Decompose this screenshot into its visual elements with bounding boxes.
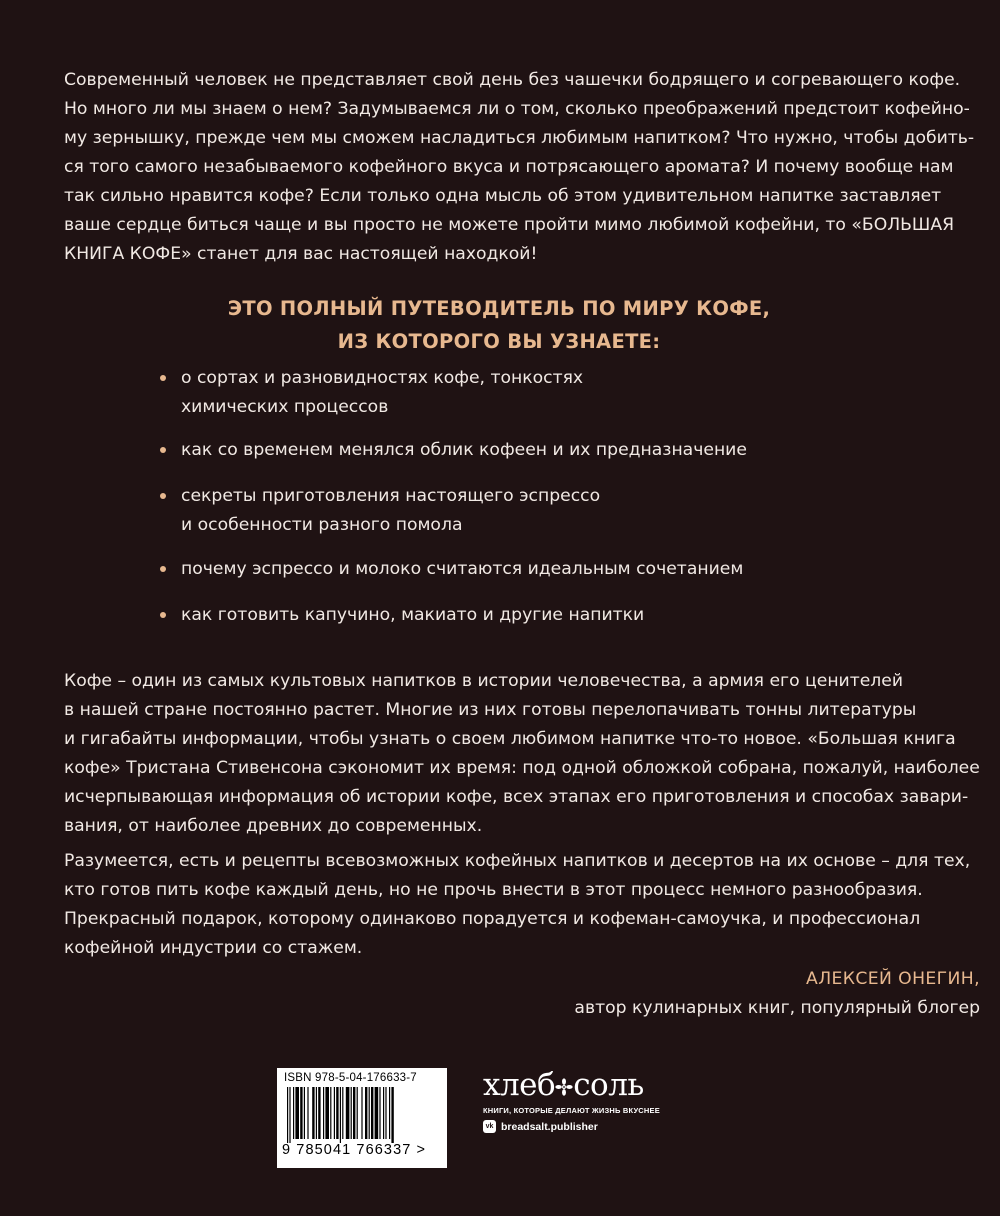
list-item (158, 482, 600, 540)
headline-line-2: ИЗ КОТОРОГО ВЫ УЗНАЕТЕ: (337, 330, 661, 353)
publisher-logo (483, 1066, 653, 1104)
list-item (158, 555, 743, 584)
barcode-bar (385, 1087, 386, 1139)
bullet-dot-icon (160, 566, 166, 572)
barcode-bar (336, 1087, 338, 1139)
intro-line: му зернышку, прежде чем мы сможем насладиться любимым напитком? Что нужно, чтобы добить- (64, 128, 975, 148)
barcode-bars (287, 1087, 437, 1143)
body1-line: Кофе – один из самых культовых напитков в истории человечества, а армия его ценителей (64, 671, 904, 691)
barcode-bar (307, 1087, 308, 1139)
barcode-bar (287, 1087, 288, 1143)
guide-headline (64, 292, 934, 358)
list-item-line: о сортах и разновидностях кофе, тонкостях (181, 368, 584, 388)
barcode-bar (353, 1087, 355, 1139)
author-role: автор кулинарных книг, популярный блогер (574, 998, 980, 1018)
vk-icon: vk (483, 1120, 496, 1133)
body2-line: кофейной индустрии со стажем. (64, 938, 363, 958)
body-paragraph-1 (64, 667, 980, 841)
body2-line: Прекрасный подарок, которому одинаково порадуется и кофеман-самоучка, и профессионал (64, 909, 921, 929)
barcode-bar (316, 1087, 317, 1139)
list-item-line: почему эспрессо и молоко считаются идеальным сочетанием (181, 559, 744, 579)
barcode-bar (289, 1087, 290, 1143)
intro-line: ся того самого незабываемого кофейного вкуса и потрясающего аромата? И почему вообще нам (64, 157, 954, 177)
barcode-bar (365, 1087, 367, 1139)
body1-line: вания, от наиболее древних до современных. (64, 816, 483, 836)
barcode-bar (383, 1087, 384, 1139)
list-item (158, 364, 583, 422)
barcode-bar (371, 1087, 373, 1139)
list-item-line: как готовить капучино, макиато и другие напитки (181, 605, 645, 625)
body2-line: кто готов пить кофе каждый день, но не прочь внести в этот процесс немного разнообразия. (64, 880, 923, 900)
bullet-dot-icon (160, 612, 166, 618)
barcode-bar (340, 1087, 341, 1143)
flower-icon (555, 1078, 573, 1096)
intro-line: КНИГА КОФЕ» станет для вас настоящей находкой! (64, 244, 538, 264)
back-cover (64, 66, 980, 1018)
barcode-bar (334, 1087, 335, 1139)
barcode-bar (375, 1087, 379, 1139)
barcode-bar (391, 1087, 393, 1143)
barcode-bar (351, 1087, 352, 1139)
body1-line: кофе» Тристана Стивенсона сэкономит их время: под одной обложкой собрана, пожалуй, наиболее (64, 758, 980, 778)
barcode-bar (330, 1087, 331, 1139)
author-name: АЛЕКСЕЙ ОНЕГИН, (806, 969, 980, 989)
bullet-dot-icon (160, 493, 166, 499)
isbn-barcode (277, 1068, 447, 1168)
barcode-bar (312, 1087, 314, 1139)
barcode-bar (318, 1087, 320, 1139)
barcode-bar (325, 1087, 329, 1139)
publisher-tagline: КНИГИ, КОТОРЫЕ ДЕЛАЮТ ЖИЗНЬ ВКУСНЕЕ (483, 1106, 660, 1115)
intro-line: Но много ли мы знаем о нем? Задумываемся ли о том, сколько преображений предстоит кофейно- (64, 99, 970, 119)
bullet-dot-icon (160, 447, 166, 453)
list-item (158, 601, 644, 630)
barcode-bar (389, 1087, 390, 1139)
barcode-bar (323, 1087, 324, 1139)
list-item (158, 436, 747, 465)
headline-line-1: ЭТО ПОЛНЫЙ ПУТЕВОДИТЕЛЬ ПО МИРУ КОФЕ, (227, 297, 771, 320)
barcode-bar (379, 1087, 380, 1139)
bullet-dot-icon (160, 375, 166, 381)
barcode-bar (346, 1087, 350, 1139)
barcode-bar (295, 1087, 299, 1139)
intro-paragraph (64, 66, 975, 269)
barcode-bar (357, 1087, 358, 1139)
list-item-line: и особенности разного помола (181, 515, 463, 535)
social-handle: breadsalt.publisher (501, 1120, 598, 1133)
body2-line: Разумеется, есть и рецепты всевозможных кофейных напитков и десертов на их основе – для тех, (64, 851, 971, 871)
list-item-line: секреты приготовления настоящего эспрессо (181, 486, 601, 506)
publisher-social[interactable] (483, 1120, 653, 1133)
author-signature (574, 965, 980, 1023)
barcode-bar (369, 1087, 370, 1139)
publisher-block (483, 1066, 660, 1133)
intro-line: ваше сердце биться чаще и вы просто не можете пройти мимо любимой кофейни, то «БОЛЬШАЯ (64, 215, 955, 235)
body1-line: исчерпывающая информация об истории кофе, всех этапах его приготовления и способах завари- (64, 787, 969, 807)
barcode-bar (361, 1087, 362, 1139)
list-item-line: химических процессов (181, 397, 389, 417)
isbn-label: ISBN 978-5-04-176633-7 (284, 1072, 417, 1084)
barcode-bar (293, 1087, 294, 1139)
barcode-bar (300, 1087, 302, 1139)
body1-line: и гигабайты информации, чтобы узнать о своем любимом напитке что-то новое. «Большая книга (64, 729, 956, 749)
body-paragraph-2 (64, 847, 970, 963)
logo-word-right: соль (573, 1067, 644, 1103)
body1-line: в нашей стране постоянно растет. Многие из них готовы перелопачивать тонны литературы (64, 700, 917, 720)
barcode-bar (304, 1087, 305, 1139)
intro-line: Современный человек не представляет свой день без чашечки бодрящего и согревающего кофе. (64, 70, 961, 90)
list-item-line: как со временем менялся облик кофеен и их предназначение (181, 440, 747, 460)
barcode-bar (342, 1087, 343, 1139)
logo-word-left: хлеб (483, 1067, 556, 1103)
intro-line: так сильно нравится кофе? Если только одна мысль об этом удивительном напитке заставляет (64, 186, 942, 206)
barcode-digits: 9 785041 766337 > (282, 1142, 427, 1158)
